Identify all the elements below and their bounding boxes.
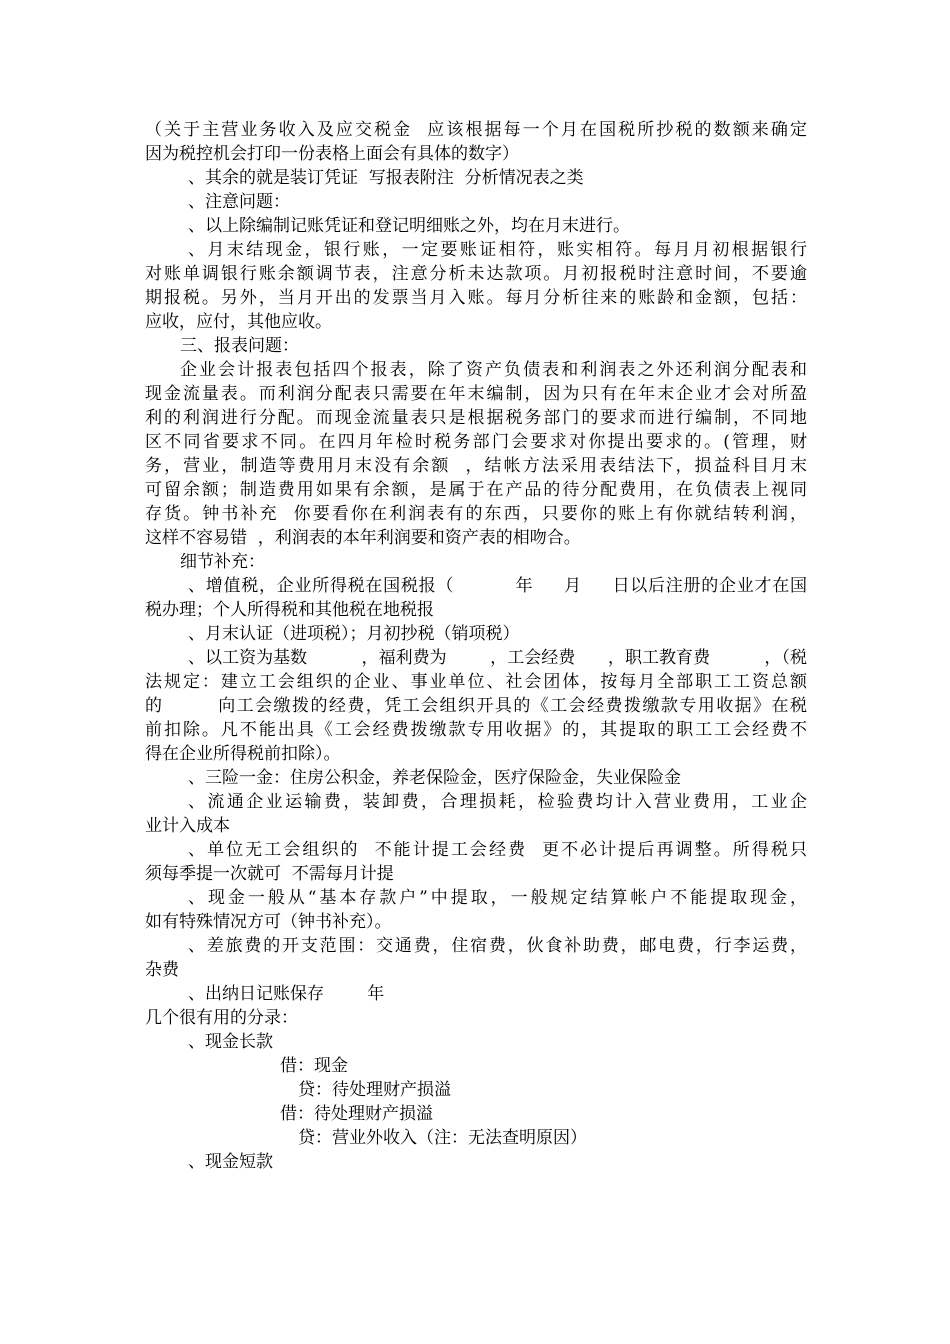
reports-paragraph-line: 区不同省要求不同。在四月年检时税务部门会要求对你提出要求的。(管理，财	[145, 432, 807, 452]
item-vat-line: 税办理；个人所得税和其他税在地税报	[145, 600, 434, 620]
intro-note-line: 因为税控机会打印一份表格上面会有具体的数字）	[145, 144, 519, 164]
reports-paragraph-line: 存货。钟书补充 你要看你在利润表有的东西，只要你的账上有你就结转利润，	[145, 504, 807, 524]
item-wage-base-line: 的 向工会缴拨的经费，凭工会组织开具的《工会经费拨缴款专用收据》在税	[145, 696, 807, 716]
item-transport-line: 业计入成本	[145, 816, 230, 836]
reports-paragraph-line: 利的利润进行分配。而现金流量表只是根据税务部门的要求而进行编制，不同地	[145, 408, 807, 428]
item-no-union-line: 、单位无工会组织的 不能计提工会经费 更不必计提后再调整。所得税只	[188, 840, 807, 860]
reports-paragraph-line: 可留余额；制造费用如果有余额，是属于在产品的待分配费用，在负债表上视同	[145, 480, 807, 500]
section-three-heading: 三、报表问题：	[180, 336, 299, 356]
item-cash-bank-line: 期报税。另外，当月开出的发票当月入账。每月分析往来的账龄和金额，包括：	[145, 288, 807, 308]
item-insurance: 、三险一金：住房公积金，养老保险金，医疗保险金，失业保险金	[188, 768, 681, 788]
entry-line: 贷：营业外收入（注：无法查明原因）	[298, 1128, 587, 1148]
item-wage-base-line: 、以工资为基数 ，福利费为 ，工会经费 ，职工教育费 ，（税	[188, 648, 807, 668]
item-no-union-line: 须每季提一次就可 不需每月计提	[145, 864, 394, 884]
entry-line: 借：待处理财产损溢	[280, 1104, 433, 1124]
item-month-end: 、以上除编制记账凭证和登记明细账之外，均在月末进行。	[188, 216, 630, 236]
item-wage-base-line: 前扣除。凡不能出具《工会经费拨缴款专用收据》的，其提取的职工工会经费不	[145, 720, 807, 740]
notes-heading: 、注意问题：	[188, 192, 290, 212]
item-cash-account-line: 、现金一般从“基本存款户”中提取，一般规定结算帐户不能提取现金，	[188, 888, 807, 908]
item-wage-base-line: 得在企业所得税前扣除）。	[145, 744, 341, 764]
reports-paragraph-line: 务，营业，制造等费用月末没有余额 ，结帐方法采用表结法下，损益科目月末	[145, 456, 807, 476]
item-travel-line: 杂费	[145, 960, 179, 980]
reports-paragraph-line: 这样不容易错 ，利润表的本年利润要和资产表的相吻合。	[145, 528, 581, 548]
intro-note-line: （关于主营业务收入及应交税金 应该根据每一个月在国税所抄税的数额来确定	[145, 120, 807, 140]
item-vat-line: 、增值税，企业所得税在国税报（ 年 月 日以后注册的企业才在国	[188, 576, 807, 596]
entry-cash-shortage: 、现金短款	[188, 1152, 273, 1172]
item-cash-bank-line: 应收，应付，其他应收。	[145, 312, 332, 332]
item-vouchers: 、其余的就是装订凭证 写报表附注 分析情况表之类	[188, 168, 584, 188]
item-certification: 、月末认证（进项税）；月初抄税（销项税）	[188, 624, 520, 644]
details-heading: 细节补充：	[180, 552, 265, 572]
entry-line: 贷：待处理财产损溢	[298, 1080, 451, 1100]
item-cash-account-line: 如有特殊情况方可（钟书补充）。	[145, 912, 392, 932]
entries-heading: 几个很有用的分录：	[145, 1008, 298, 1028]
reports-paragraph-line: 企业会计报表包括四个报表，除了资产负债表和利润表之外还利润分配表和	[180, 360, 807, 380]
item-transport-line: 、流通企业运输费，装卸费，合理损耗，检验费均计入营业费用，工业企	[188, 792, 807, 812]
item-cash-bank-line: 、月末结现金，银行账，一定要账证相符，账实相符。每月月初根据银行	[188, 240, 807, 260]
entry-line: 借：现金	[280, 1056, 348, 1076]
item-cash-bank-line: 对账单调银行账余额调节表，注意分析未达款项。月初报税时注意时间，不要逾	[145, 264, 807, 284]
entry-cash-overage: 、现金长款	[188, 1032, 273, 1052]
item-travel-line: 、差旅费的开支范围：交通费，住宿费，伙食补助费，邮电费，行李运费，	[188, 936, 807, 956]
item-wage-base-line: 法规定：建立工会组织的企业、事业单位、社会团体，按每月全部职工工资总额	[145, 672, 807, 692]
item-cash-journal: 、出纳日记账保存 年	[188, 984, 385, 1004]
reports-paragraph-line: 现金流量表。而利润分配表只需要在年末编制，因为只有在年末企业才会对所盈	[145, 384, 807, 404]
